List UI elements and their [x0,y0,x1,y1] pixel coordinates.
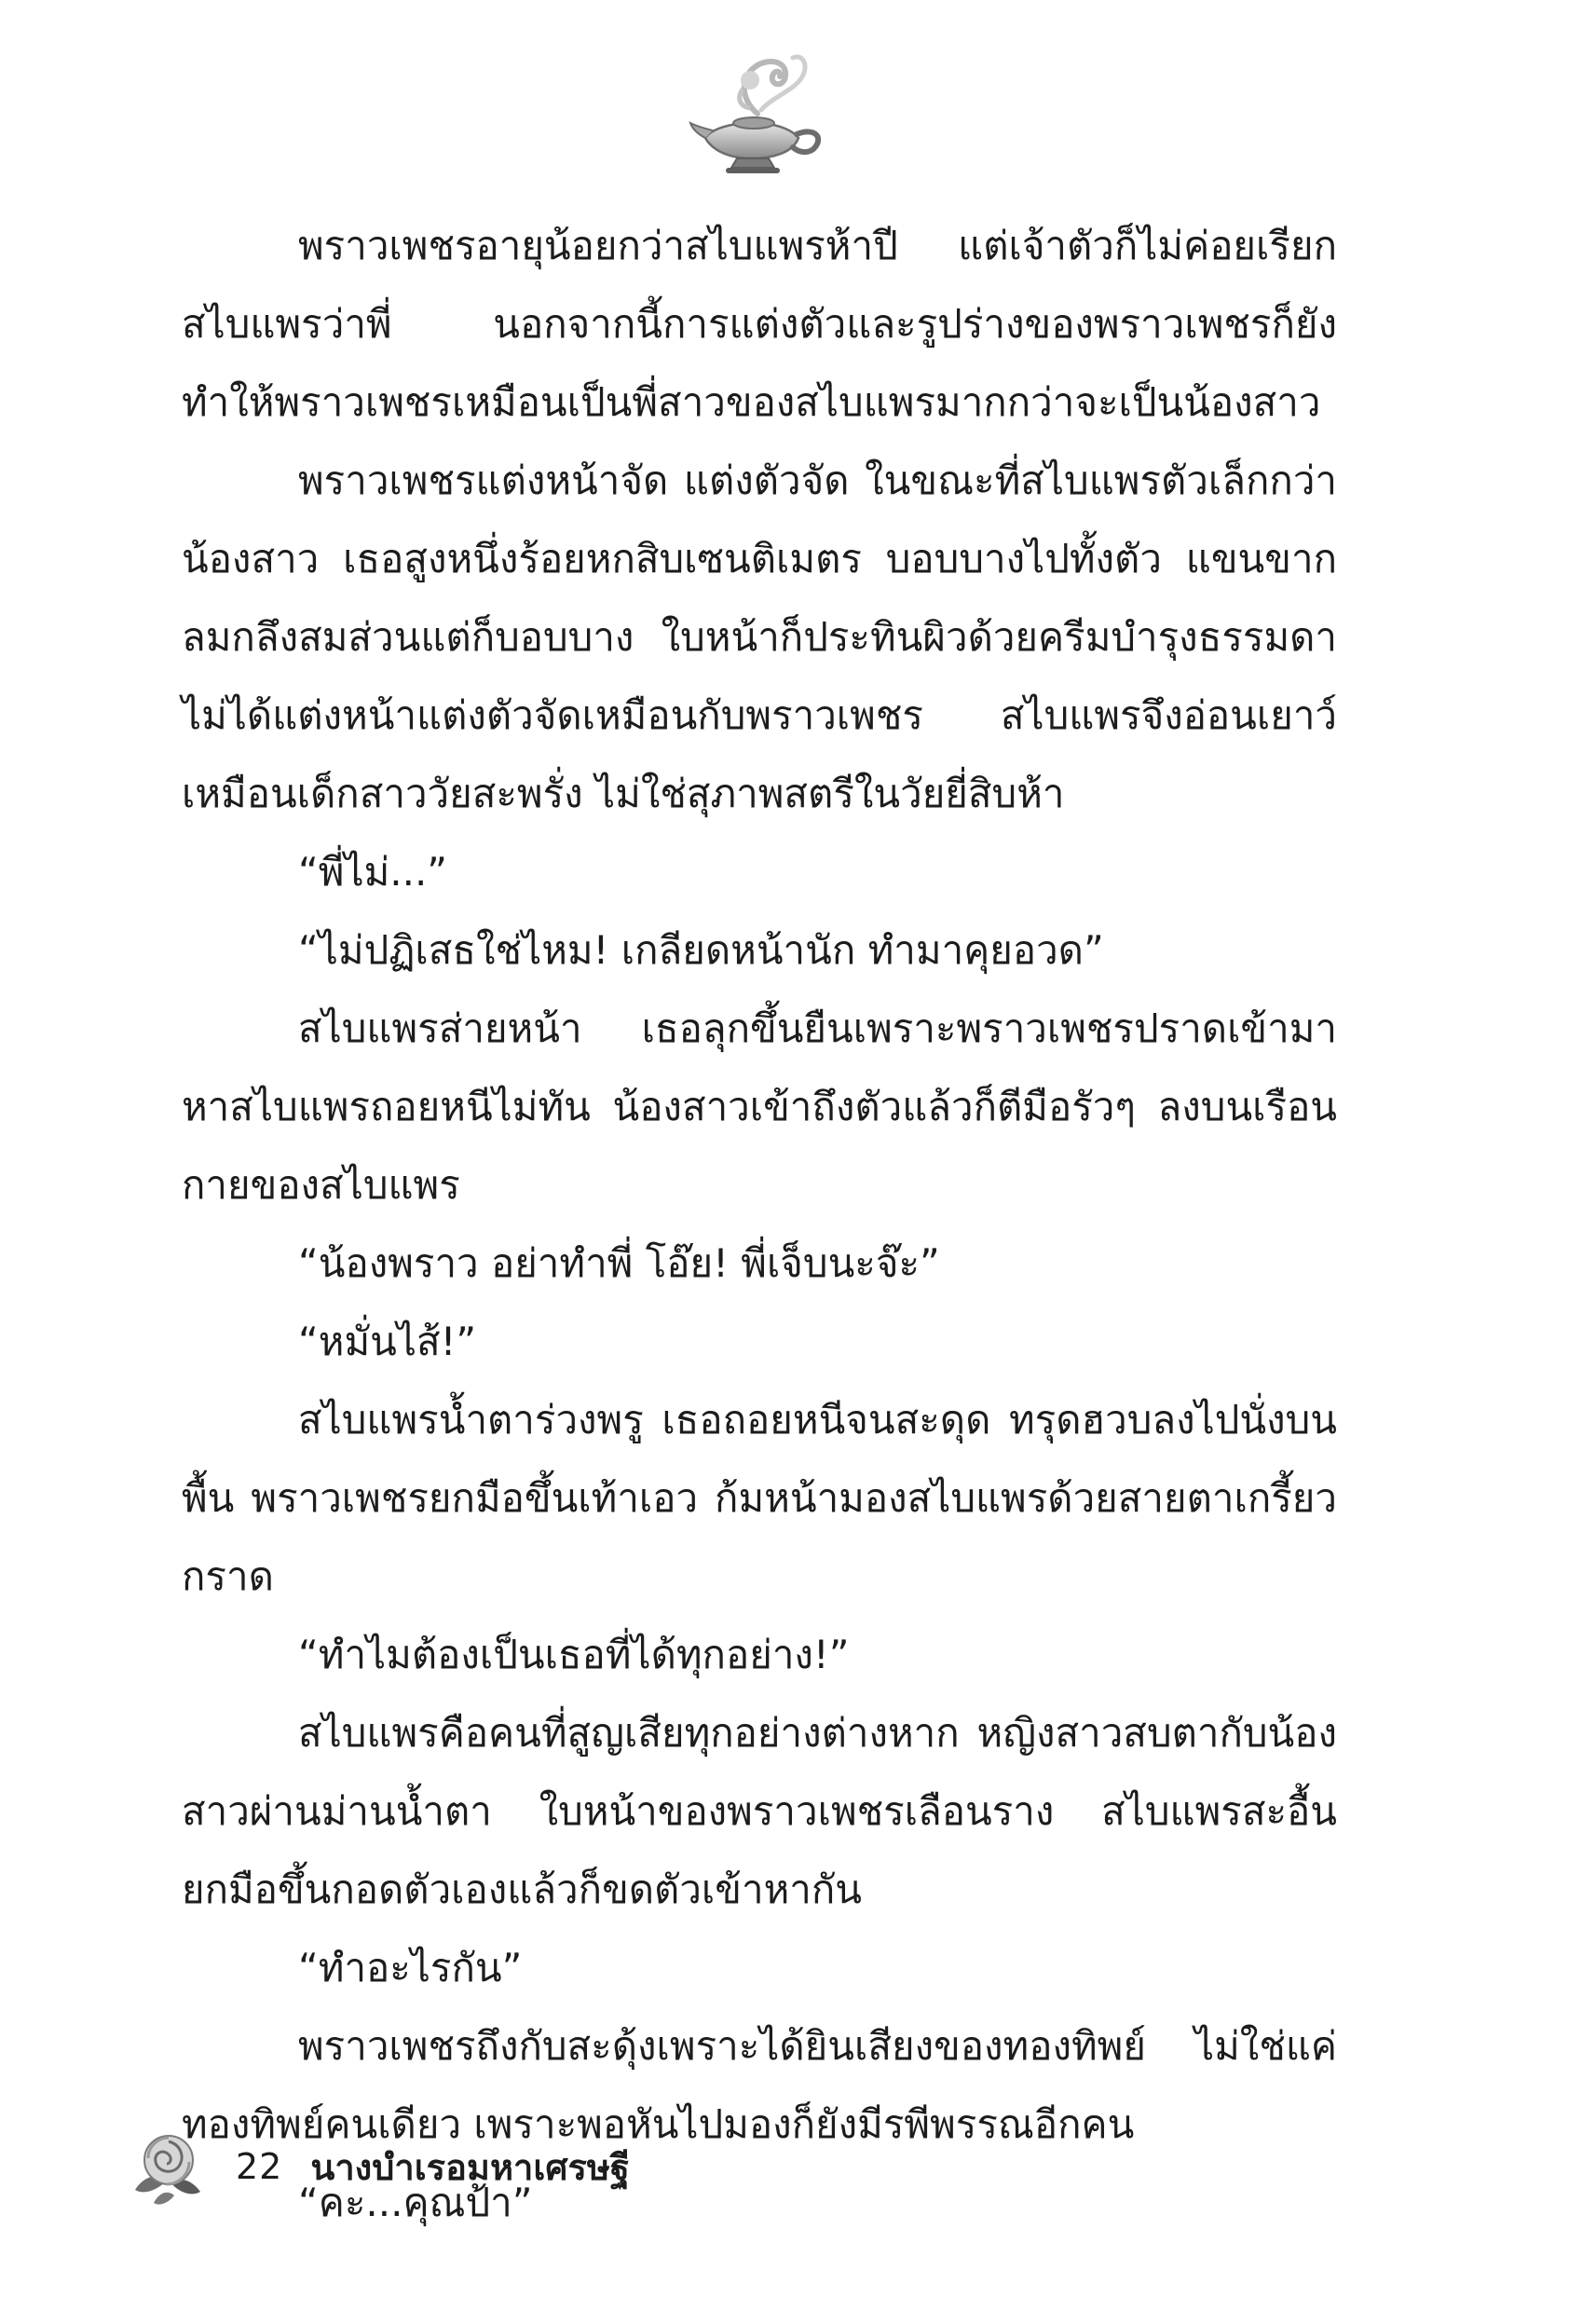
page-footer [126,2115,871,2218]
rose-icon [126,2125,210,2208]
paragraph-1: พราวเพชรอายุน้อยกว่าสไบแพรห้าปี แต่เจ้าตัวก็ไม่ค่อยเรียกสไบแพรว่าพี่ นอกจากนี้การแต่งตัวและรูปร่างของพราวเพชรก็ยังทำให้พราวเพชรเหมือนเป็นพี่สาวของสไบแพรมากกว่าจะเป็นน้องสาว [182,223,1337,425]
paragraph-4: “ไม่ปฏิเสธใช่ไหม! เกลียดหน้านัก ทำมาคุยอวด” [298,927,1104,973]
genie-lamp-icon [685,48,834,179]
paragraph-12: พราวเพชรถึงกับสะดุ้งเพราะได้ยินเสียงของทองทิพย์ ไม่ใช่แค่ทองทิพย์คนเดียว เพราะพอหันไปมองก็ยังมีรพีพรรณอีกคน [182,2023,1337,2147]
paragraph-9: “ทำไมต้องเป็นเธอที่ได้ทุกอย่าง!” [298,1632,850,1677]
paragraph-7: “หมั่นไส้!” [298,1319,477,1364]
paragraph-10: สไบแพรคือคนที่สูญเสียทุกอย่างต่างหาก หญิงสาวสบตากับน้องสาวผ่านม่านน้ำตา ใบหน้าของพราวเพชรเลือนราง สไบแพรสะอื้นยกมือขึ้นกอดตัวเองแล้วก็ขดตัวเข้าหากัน [182,1710,1337,1912]
page-number: 22 [236,2146,283,2187]
paragraph-5: สไบแพรส่ายหน้า เธอลุกขึ้นยืนเพราะพราวเพชรปราดเข้ามาหาสไบแพรถอยหนีไม่ทัน น้องสาวเข้าถึงตัวแล้วก็ตีมือรัวๆ ลงบนเรือนกายของสไบแพร [182,1005,1337,1208]
body-text [182,207,1337,2242]
paragraph-3: “พี่ไม่...” [298,849,448,895]
paragraph-11: “ทำอะไรกัน” [298,1945,523,1990]
paragraph-8: สไบแพรน้ำตาร่วงพรู เธอถอยหนีจนสะดุด ทรุดฮวบลงไปนั่งบนพื้น พราวเพชรยกมือขึ้นเท้าเอว ก้มหน้ามองสไบแพรด้วยสายตาเกรี้ยวกราด [182,1397,1337,1599]
paragraph-6: “น้องพราว อย่าทำพี่ โอ๊ย! พี่เจ็บนะจ๊ะ” [298,1240,940,1286]
book-title: นางบำเรอมหาเศรษฐี [310,2146,630,2188]
paragraph-2: พราวเพชรแต่งหน้าจัด แต่งตัวจัด ในขณะที่สไบแพรตัวเล็กกว่าน้องสาว เธอสูงหนึ่งร้อยหกสิบเซนติเมตร บอบบางไปทั้งตัว แขนขากลมกลึงสมส่วนแต่ก็บอบบาง ใบหน้าก็ประทินผิวด้วยครีมบำรุงธรรมดาไม่ได้แต่งหน้าแต่งตัวจัดเหมือนกับพราวเพชร สไบแพรจึงอ่อนเยาว์เหมือนเด็กสาววัยสะพรั่ง ไม่ใช่สุภาพสตรีในวัยยี่สิบห้า [182,458,1337,816]
paragraph-13: “คะ...คุณป้า” [298,2180,533,2225]
